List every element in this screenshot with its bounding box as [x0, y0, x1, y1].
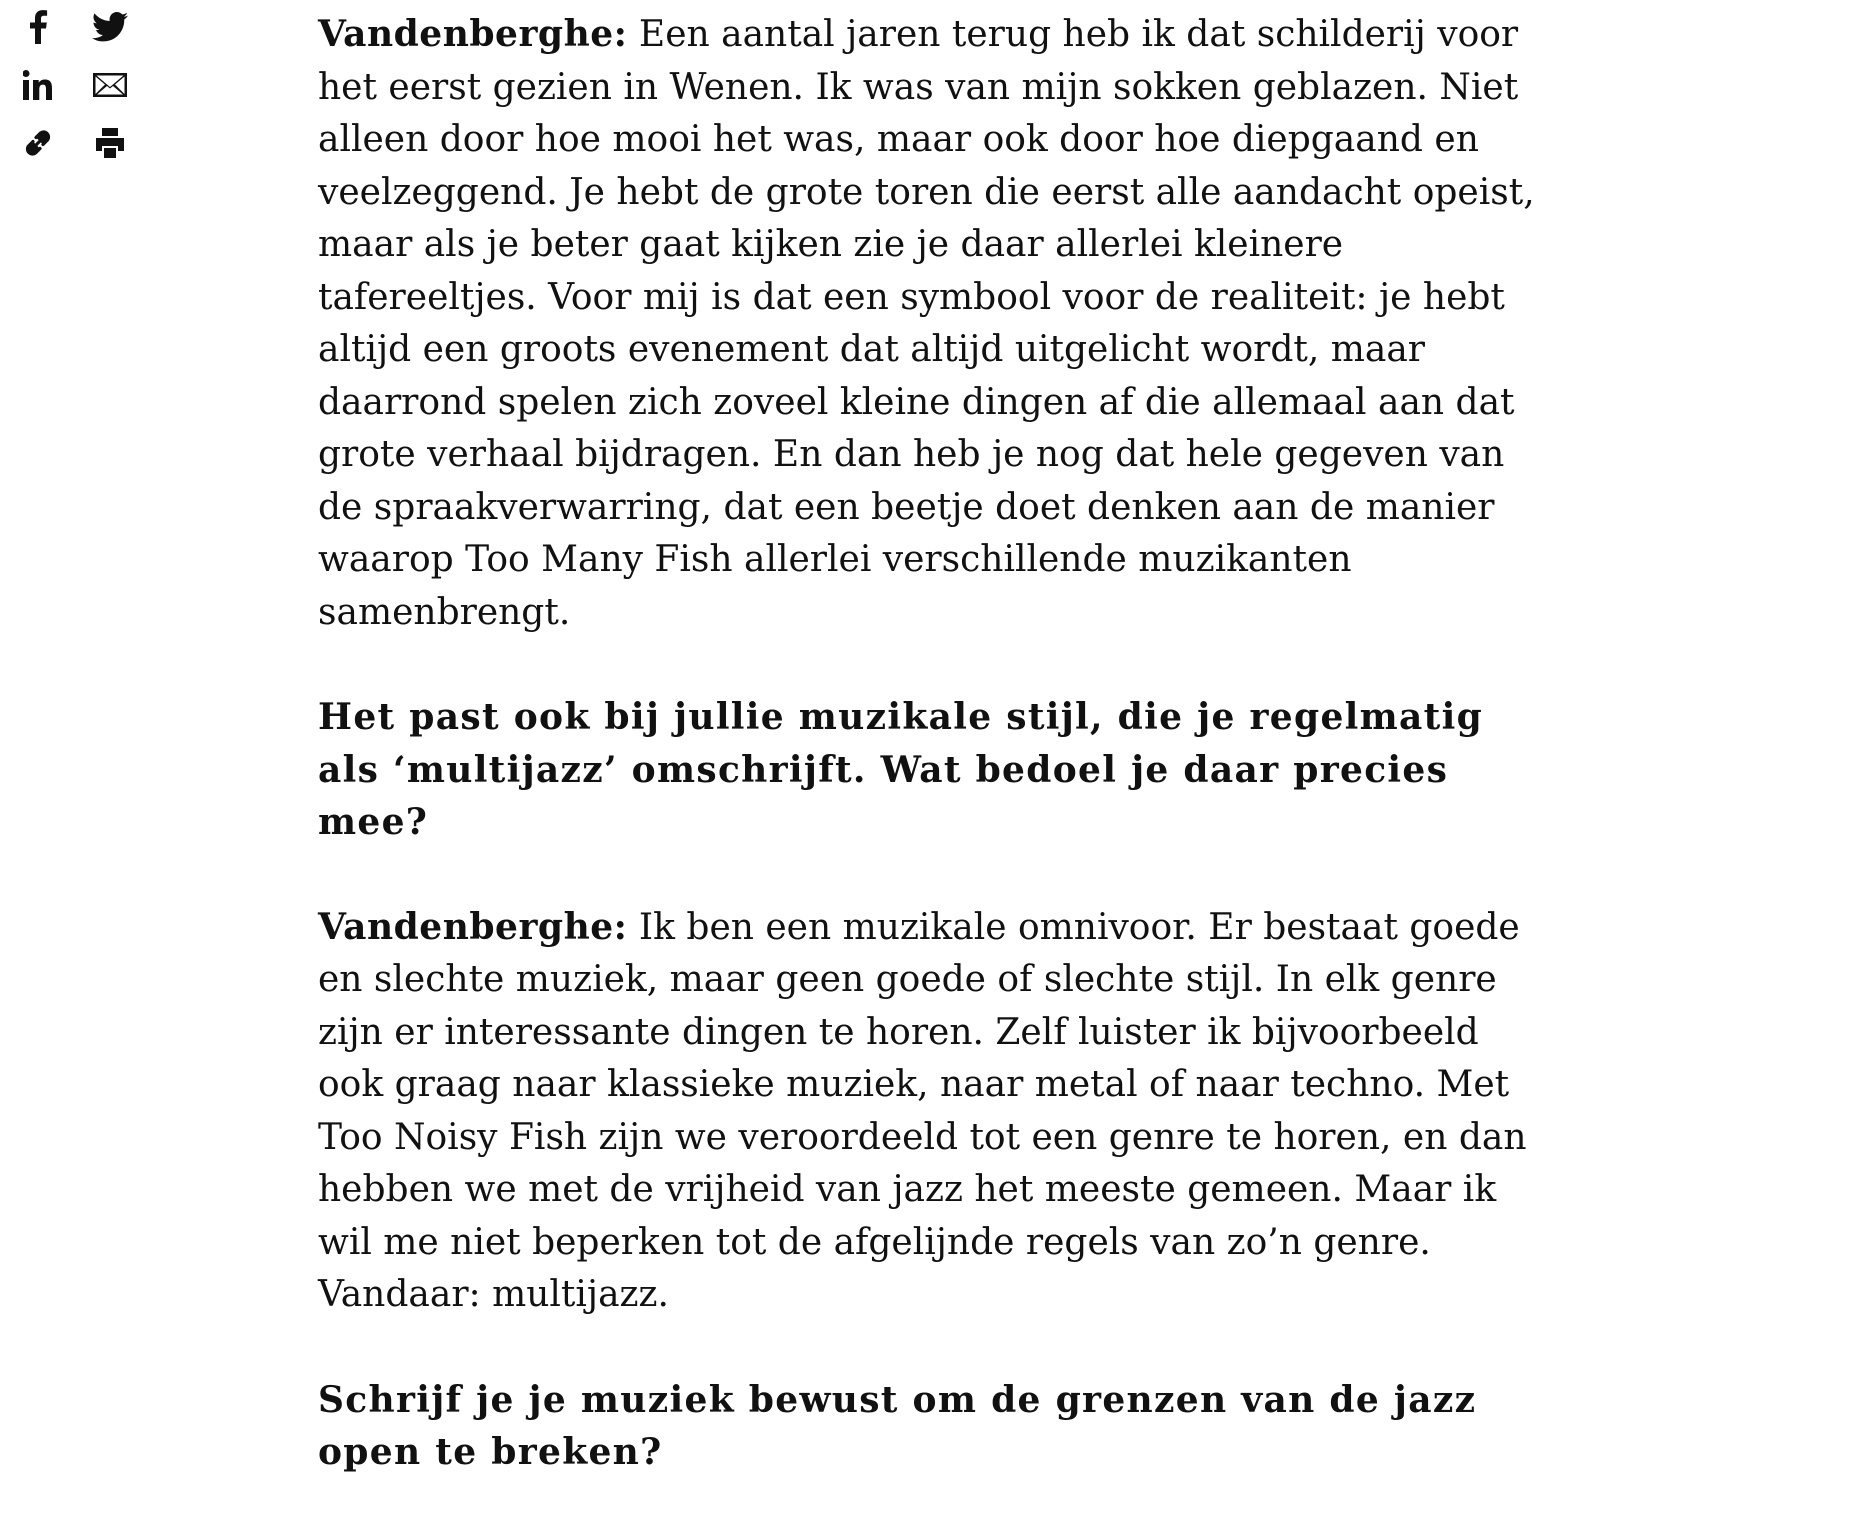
linkedin-icon	[23, 70, 53, 100]
interview-question: Schrijf je je muziek bewust om de grenzen van de jazz open te breken?	[318, 1378, 1477, 1473]
answer-text: Ik ben een muzikale omnivoor. Er bestaat goede en slechte muziek, maar geen goede of slechte stijl. In elk genre zijn er interessante dingen te horen. Zelf luister ik bijvoorbeeld ook graag naar klassieke muziek, naar metal of naar techno. Met Too Noisy Fish zijn we veroordeeld tot een genre te horen, en dan hebben we met de vrijheid van jazz het meeste gemeen. Maar ik wil me niet beperken tot de afgelijnde regels van zo’n genre. Vandaar: multijazz.	[318, 906, 1527, 1315]
email-share-button[interactable]	[90, 66, 130, 104]
speaker-name: Vandenberghe:	[318, 905, 628, 948]
linkedin-share-button[interactable]	[18, 66, 58, 104]
twitter-icon	[92, 12, 128, 42]
twitter-share-button[interactable]	[90, 8, 130, 46]
interview-answer	[318, 8, 1548, 639]
answer-text: Een aantal jaren terug heb ik dat schilderij voor het eerst gezien in Wenen. Ik was van mijn sokken geblazen. Niet alleen door hoe mooi het was, maar ook door hoe diepgaand en veelzeggend. Je hebt de grote toren die eerst alle aandacht opeist, maar als je beter gaat kijken zie je daar allerlei kleinere tafereeltjes. Voor mij is dat een symbool voor de realiteit: je hebt altijd een groots evenement dat altijd uitgelicht wordt, maar daarrond spelen zich zoveel kleine dingen af die allemaal aan dat grote verhaal bijdragen. En dan heb je nog dat hele gegeven van de spraakverwarring, dat een beetje doet denken aan de manier waarop Too Many Fish allerlei verschillende muzikanten samenbrengt.	[318, 14, 1535, 633]
print-button[interactable]	[90, 124, 130, 162]
share-bar	[18, 8, 138, 162]
copy-link-button[interactable]	[18, 124, 58, 162]
speaker-name: Vandenberghe:	[318, 13, 628, 55]
article-body	[318, 8, 1548, 1531]
print-icon	[94, 127, 126, 159]
interview-answer	[318, 901, 1548, 1322]
facebook-share-button[interactable]	[18, 8, 58, 46]
interview-question: Het past ook bij jullie muzikale stijl, die je regelmatig als ‘multijazz’ omschrijft. Wat bedoel je daar precies mee?	[318, 696, 1484, 843]
email-icon	[93, 73, 127, 97]
facebook-icon	[28, 10, 48, 44]
link-icon	[22, 127, 54, 159]
